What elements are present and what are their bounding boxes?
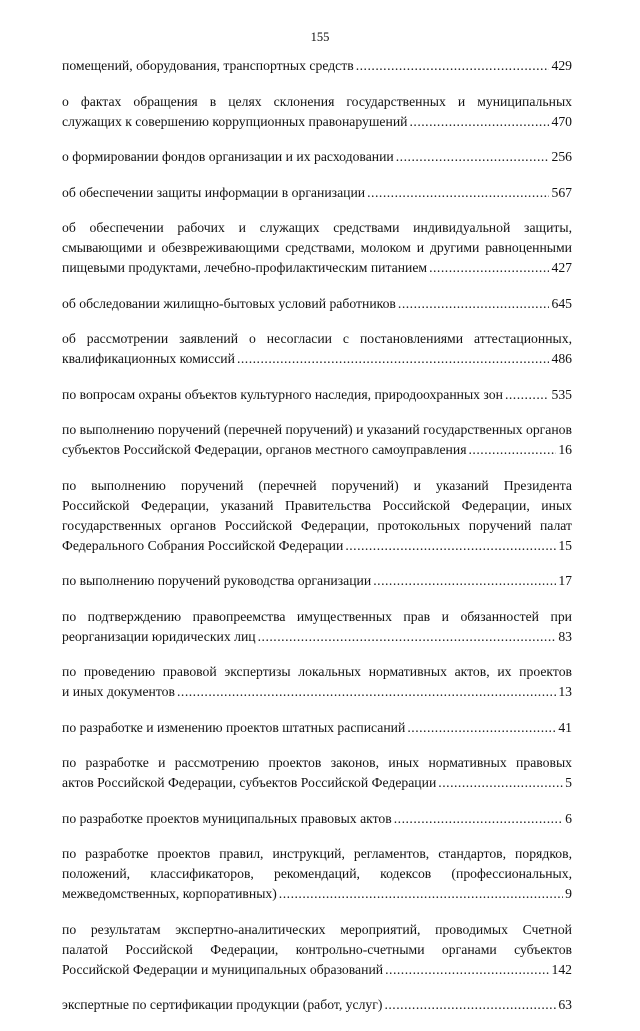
entry-text-line: государственных органов Российской Федерации, протокольных поручений палат	[62, 517, 572, 533]
entry-page-number: 535	[551, 386, 572, 402]
entry-text-end: пищевыми продуктами, лечебно-профилактическим питанием	[62, 260, 428, 275]
index-entry	[62, 476, 572, 556]
dot-leader	[279, 884, 563, 904]
index-entry	[62, 218, 572, 278]
dot-leader	[429, 258, 549, 278]
index-entry	[62, 385, 572, 405]
index-entries	[62, 56, 572, 1031]
entry-text-end: по разработке проектов муниципальных правовых актов	[62, 810, 392, 826]
index-entry	[62, 420, 572, 460]
entry-text-end: реорганизации юридических лиц	[62, 628, 256, 644]
entry-text-end: Федерального Собрания Российской Федерации	[62, 537, 344, 553]
entry-last-line	[62, 440, 572, 460]
entry-last-line	[62, 960, 572, 980]
entry-text-end: и иных документов	[62, 684, 175, 699]
entry-last-line	[62, 56, 572, 76]
entry-page-number: 470	[551, 113, 572, 129]
dot-leader	[345, 536, 556, 556]
entry-last-line	[62, 349, 572, 369]
dot-leader	[505, 385, 550, 405]
dot-leader	[385, 960, 549, 980]
index-entry	[62, 844, 572, 904]
dot-leader	[409, 112, 549, 132]
entry-last-line	[62, 147, 572, 167]
entry-text-end: по выполнению поручений руководства организации	[62, 573, 372, 588]
dot-leader	[373, 571, 556, 591]
entry-last-line	[62, 773, 572, 793]
entry-text-end: помещений, оборудования, транспортных средств	[62, 58, 354, 73]
entry-text-end: об обследовании жилищно-бытовых условий работников	[62, 295, 396, 311]
entry-page-number: 256	[551, 149, 572, 164]
entry-page-number: 6	[565, 810, 572, 826]
entry-text-line: Российской Федерации, указаний Правительства Российской Федерации, иных	[62, 497, 572, 513]
dot-leader	[407, 718, 556, 738]
index-entry	[62, 147, 572, 167]
entry-last-line	[62, 536, 572, 556]
entry-text-line: об обеспечении рабочих и служащих средствами индивидуальной защиты,	[62, 220, 572, 235]
entry-text-end: квалификационных комиссий	[62, 351, 235, 366]
dot-leader	[258, 627, 557, 647]
entry-page-number: 486	[551, 351, 572, 366]
index-entry	[62, 607, 572, 647]
dot-leader	[384, 995, 556, 1015]
dot-leader	[394, 809, 563, 829]
entry-text-line: смывающими и обезвреживающими средствами, молоком и другими равноценными	[62, 240, 572, 255]
entry-text-line: о фактах обращения в целях склонения государственных и муниципальных	[62, 93, 572, 109]
entry-text-line: по проведению правовой экспертизы локальных нормативных актов, их проектов	[62, 664, 572, 679]
entry-text-end: по вопросам охраны объектов культурного наследия, природоохранных зон	[62, 386, 503, 402]
index-entry	[62, 183, 572, 203]
entry-text-end: по разработке и изменению проектов штатных расписаний	[62, 719, 406, 735]
dot-leader	[438, 773, 563, 793]
index-entry	[62, 995, 572, 1015]
entry-last-line	[62, 995, 572, 1015]
index-entry	[62, 92, 572, 132]
dot-leader	[177, 682, 556, 702]
index-entry	[62, 809, 572, 829]
index-entry	[62, 56, 572, 76]
entry-text-line: палатой Российской Федерации, контрольно-счетными органами субъектов	[62, 941, 572, 957]
entry-page-number: 16	[558, 442, 572, 457]
entry-page-number: 63	[558, 997, 572, 1012]
page-number: 155	[310, 30, 330, 44]
entry-last-line	[62, 682, 572, 702]
entry-last-line	[62, 183, 572, 203]
dot-leader	[396, 147, 550, 167]
entry-page-number: 567	[551, 184, 572, 200]
entry-page-number: 17	[558, 573, 572, 588]
entry-page-number: 41	[558, 719, 572, 735]
entry-page-number: 645	[551, 295, 572, 311]
entry-last-line	[62, 112, 572, 132]
dot-leader	[469, 440, 557, 460]
entry-text-end: служащих к совершению коррупционных правонарушений	[62, 113, 408, 129]
entry-last-line	[62, 884, 572, 904]
entry-last-line	[62, 627, 572, 647]
entry-page-number: 5	[565, 775, 572, 790]
index-entry	[62, 662, 572, 702]
entry-text-line: по выполнению поручений (перечней поручений) и указаний государственных органов	[62, 422, 572, 437]
index-entry	[62, 571, 572, 591]
index-entry	[62, 329, 572, 369]
dot-leader	[356, 56, 550, 76]
entry-text-line: по выполнению поручений (перечней поручений) и указаний Президента	[62, 477, 572, 493]
entry-page-number: 142	[551, 961, 572, 977]
entry-last-line	[62, 718, 572, 738]
entry-last-line	[62, 809, 572, 829]
entry-text-end: об обеспечении защиты информации в организации	[62, 184, 366, 200]
entry-text-end: межведомственных, корпоративных)	[62, 886, 277, 901]
entry-text-line: положений, классификаторов, рекомендаций, кодексов (профессиональных,	[62, 866, 572, 881]
entry-page-number: 9	[565, 886, 572, 901]
entry-page-number: 15	[558, 537, 572, 553]
entry-last-line	[62, 258, 572, 278]
entry-text-line: об рассмотрении заявлений о несогласии с постановлениями аттестационных,	[62, 331, 572, 346]
entry-text-line: по результатам экспертно-аналитических мероприятий, проводимых Счетной	[62, 921, 572, 937]
dot-leader	[237, 349, 550, 369]
dot-leader	[367, 183, 549, 203]
index-entry	[62, 753, 572, 793]
entry-text-line: по подтверждению правопреемства имущественных прав и обязанностей при	[62, 608, 572, 624]
entry-last-line	[62, 385, 572, 405]
entry-last-line	[62, 294, 572, 314]
index-entry	[62, 294, 572, 314]
entry-text-end: экспертные по сертификации продукции (работ, услуг)	[62, 997, 383, 1012]
index-entry	[62, 718, 572, 738]
entry-text-line: по разработке проектов правил, инструкций, регламентов, стандартов, порядков,	[62, 846, 572, 861]
entry-page-number: 427	[551, 260, 572, 275]
entry-last-line	[62, 571, 572, 591]
dot-leader	[398, 294, 550, 314]
entry-text-end: субъектов Российской Федерации, органов местного самоуправления	[62, 442, 467, 457]
entry-page-number: 13	[558, 684, 572, 699]
entry-text-end: о формировании фондов организации и их расходовании	[62, 149, 394, 164]
entry-page-number: 429	[551, 58, 572, 73]
entry-text-line: по разработке и рассмотрению проектов законов, иных нормативных правовых	[62, 755, 572, 770]
entry-page-number: 83	[558, 628, 572, 644]
entry-text-end: Российской Федерации и муниципальных образований	[62, 961, 384, 977]
index-entry	[62, 920, 572, 980]
entry-text-end: актов Российской Федерации, субъектов Российской Федерации	[62, 775, 437, 790]
